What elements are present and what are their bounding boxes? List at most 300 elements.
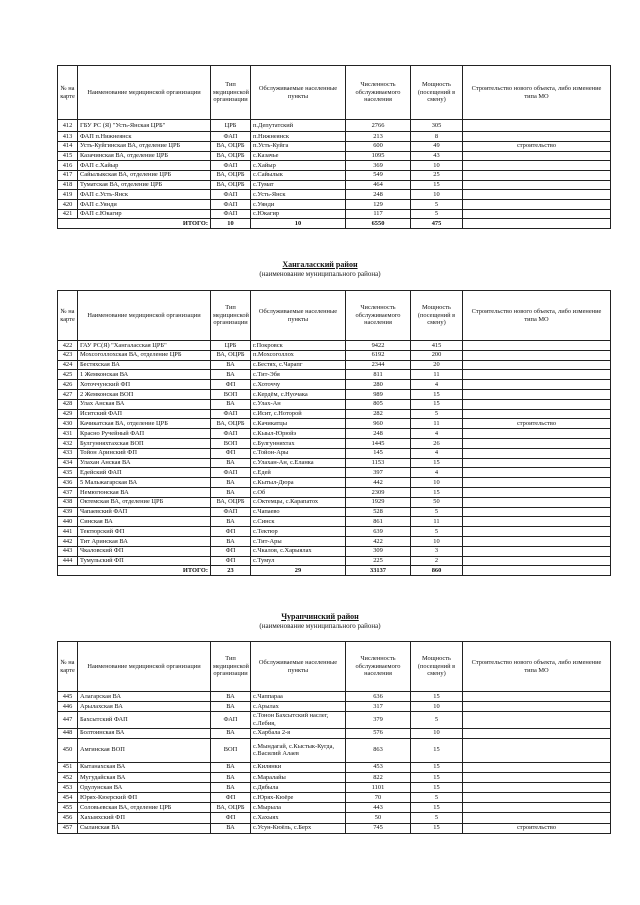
served-settlements: с.Исит, с.Ноторой (251, 409, 346, 419)
population: 639 (346, 527, 411, 537)
table-row (58, 429, 611, 439)
construction-note (463, 389, 611, 399)
org-name: Алагарская ВА (78, 692, 211, 702)
district-title-churapchinsky: Чурапчинский район (281, 612, 359, 621)
capacity: 8 (411, 132, 463, 142)
construction-note (463, 536, 611, 546)
col-header-cap: Мощность (посещений в смену) (411, 642, 463, 692)
col-header-build: Строительство нового объекта, либо изменение типа МО (463, 642, 611, 692)
construction-note (463, 702, 611, 712)
population: 1929 (346, 497, 411, 507)
row-number: 426 (58, 380, 78, 390)
population: 248 (346, 429, 411, 439)
capacity: 15 (411, 782, 463, 792)
construction-note (463, 409, 611, 419)
org-type: ФАП (211, 190, 251, 200)
org-type: ВА (211, 360, 251, 370)
row-number: 434 (58, 458, 78, 468)
org-type: ВА (211, 487, 251, 497)
population: 822 (346, 772, 411, 782)
served-settlements: с.Об (251, 487, 346, 497)
capacity: 10 (411, 536, 463, 546)
row-number: 440 (58, 517, 78, 527)
population: 397 (346, 468, 411, 478)
capacity: 15 (411, 692, 463, 702)
org-type: ВА (211, 762, 251, 772)
row-number: 453 (58, 782, 78, 792)
org-type: ВА, ОЦРБ (211, 180, 251, 190)
total-label: ИТОГО: (58, 566, 211, 576)
population: 861 (346, 517, 411, 527)
served-settlements: с.Хайыр (251, 161, 346, 171)
org-type: ФП (211, 448, 251, 458)
row-number: 415 (58, 151, 78, 161)
served-settlements: с.Октемцы, с.Карапатох (251, 497, 346, 507)
district-title-khangalassky: Хангаласский район (282, 260, 358, 269)
org-type: ВА (211, 370, 251, 380)
row-number: 452 (58, 772, 78, 782)
construction-note (463, 803, 611, 813)
served-settlements: с.Харбала 2-я (251, 728, 346, 738)
table-row (58, 419, 611, 429)
population: 213 (346, 132, 411, 142)
table-row (58, 468, 611, 478)
org-type: ФАП (211, 429, 251, 439)
capacity: 25 (411, 170, 463, 180)
org-type: ВА (211, 692, 251, 702)
org-type: ВОП (211, 389, 251, 399)
org-name: ФАП с.Хайыр (78, 161, 211, 171)
org-name: Едейский ФАП (78, 468, 211, 478)
row-number: 432 (58, 438, 78, 448)
org-name: Арылахская ВА (78, 702, 211, 712)
district-subtitle-churapchinsky: (наименование муниципального района) (259, 622, 381, 630)
row-number: 429 (58, 409, 78, 419)
total-pop: 33137 (346, 566, 411, 576)
org-type: ВА, ОЦРБ (211, 803, 251, 813)
capacity: 15 (411, 772, 463, 782)
served-settlements: с.Чапаево (251, 507, 346, 517)
org-name: ФАП с.Усть-Янск (78, 190, 211, 200)
construction-note (463, 360, 611, 370)
capacity: 15 (411, 399, 463, 409)
table-row (58, 712, 611, 728)
total-type: 23 (211, 566, 251, 576)
population: 811 (346, 370, 411, 380)
construction-note: строительство (463, 823, 611, 833)
table-row (58, 507, 611, 517)
org-type: ВА (211, 728, 251, 738)
col-header-name: Наименование медицинской организации (78, 291, 211, 341)
total-served: 10 (251, 219, 346, 229)
org-name: Тумульский ФП (78, 556, 211, 566)
construction-note (463, 438, 611, 448)
served-settlements: с.Мындагай, с.Кыстык-Кугда, с.Василий Алаев (251, 738, 346, 762)
served-settlements: с.Улах-Ан (251, 399, 346, 409)
capacity: 15 (411, 762, 463, 772)
org-name: Булгунняхтахская ВОП (78, 438, 211, 448)
served-settlements: с.Булгунняхтах (251, 438, 346, 448)
org-type: ВА (211, 458, 251, 468)
capacity: 11 (411, 370, 463, 380)
capacity: 15 (411, 180, 463, 190)
capacity: 5 (411, 813, 463, 823)
served-settlements: п.Нижнеянск (251, 132, 346, 142)
construction-note (463, 180, 611, 190)
row-number: 437 (58, 487, 78, 497)
capacity: 5 (411, 200, 463, 210)
org-type: ВОП (211, 438, 251, 448)
org-type: ВА (211, 823, 251, 833)
col-header-name: Наименование медицинской организации (78, 66, 211, 120)
capacity: 10 (411, 478, 463, 488)
served-settlements: с.Едей (251, 468, 346, 478)
table-row (58, 209, 611, 219)
construction-note (463, 151, 611, 161)
capacity: 4 (411, 380, 463, 390)
row-number: 418 (58, 180, 78, 190)
table-row (58, 151, 611, 161)
population: 50 (346, 813, 411, 823)
capacity: 305 (411, 120, 463, 132)
construction-note (463, 380, 611, 390)
org-type: ЦРБ (211, 341, 251, 351)
row-number: 433 (58, 448, 78, 458)
construction-note (463, 448, 611, 458)
col-header-type: Тип медицинской организации (211, 66, 251, 120)
org-name: Мугудайская ВА (78, 772, 211, 782)
served-settlements: с.Усть-Янск (251, 190, 346, 200)
org-name: Качикатская ВА, отделение ЦРБ (78, 419, 211, 429)
table-row (58, 350, 611, 360)
served-settlements: с.Арылах (251, 702, 346, 712)
org-name: ФАП с.Уянди (78, 200, 211, 210)
row-number: 420 (58, 200, 78, 210)
population: 453 (346, 762, 411, 772)
served-settlements: с.Тумат (251, 180, 346, 190)
population: 280 (346, 380, 411, 390)
row-number: 438 (58, 497, 78, 507)
table-row (58, 132, 611, 142)
served-settlements: с.Уянди (251, 200, 346, 210)
construction-note (463, 762, 611, 772)
table-row (58, 692, 611, 702)
population: 989 (346, 389, 411, 399)
table-row (58, 738, 611, 762)
population: 2766 (346, 120, 411, 132)
table-row (58, 161, 611, 171)
org-type: ФП (211, 527, 251, 537)
capacity: 10 (411, 161, 463, 171)
row-number: 457 (58, 823, 78, 833)
org-name: 1 Жемконская ВА (78, 370, 211, 380)
org-type: ВА, ОЦРБ (211, 350, 251, 360)
col-header-type: Тип медицинской организации (211, 642, 251, 692)
construction-note (463, 813, 611, 823)
capacity: 10 (411, 702, 463, 712)
row-number: 431 (58, 429, 78, 439)
served-settlements: с.Тонон Бахсытский наслег, с.Лебия, (251, 712, 346, 728)
table-row (58, 370, 611, 380)
row-number: 422 (58, 341, 78, 351)
org-name: Хахыяхский ФП (78, 813, 211, 823)
total-pop: 6550 (346, 219, 411, 229)
population: 1095 (346, 151, 411, 161)
row-number: 412 (58, 120, 78, 132)
population: 2309 (346, 487, 411, 497)
row-number: 425 (58, 370, 78, 380)
capacity: 5 (411, 507, 463, 517)
org-type: ВА (211, 478, 251, 488)
table-row (58, 200, 611, 210)
org-type: ФП (211, 546, 251, 556)
org-name: ФАП п.Нижнеянск (78, 132, 211, 142)
population: 442 (346, 478, 411, 488)
capacity: 3 (411, 546, 463, 556)
org-type: ВА (211, 517, 251, 527)
org-name: Тит Аринская ВА (78, 536, 211, 546)
row-number: 448 (58, 728, 78, 738)
col-header-build: Строительство нового объекта, либо изменение типа МО (463, 66, 611, 120)
construction-note (463, 497, 611, 507)
row-number: 414 (58, 141, 78, 151)
capacity: 4 (411, 429, 463, 439)
table-row (58, 120, 611, 132)
col-header-cap: Мощность (посещений в смену) (411, 66, 463, 120)
population: 129 (346, 200, 411, 210)
table-row (58, 527, 611, 537)
org-name: Бахсытский ФАП (78, 712, 211, 728)
population: 369 (346, 161, 411, 171)
table-row (58, 772, 611, 782)
construction-note (463, 507, 611, 517)
table-row (58, 702, 611, 712)
org-type: ВА (211, 702, 251, 712)
table-khangalassky (57, 290, 611, 576)
served-settlements: с.Тит-Ары (251, 536, 346, 546)
col-header-pop: Численность обслуживаемого населения (346, 291, 411, 341)
org-name: Болтоинская ВА (78, 728, 211, 738)
served-settlements: с.Кытыл-Дюра (251, 478, 346, 488)
org-type: ФАП (211, 712, 251, 728)
table-row (58, 380, 611, 390)
table-row (58, 517, 611, 527)
row-number: 417 (58, 170, 78, 180)
table-row (58, 141, 611, 151)
served-settlements: с.Тумул (251, 556, 346, 566)
served-settlements: п.Депутатский (251, 120, 346, 132)
served-settlements: с.Дябыла (251, 782, 346, 792)
population: 863 (346, 738, 411, 762)
table-row (58, 190, 611, 200)
capacity: 20 (411, 360, 463, 370)
capacity: 15 (411, 487, 463, 497)
org-name: Чапаевский ФАП (78, 507, 211, 517)
served-settlements: с.Кердём, с.Нуочака (251, 389, 346, 399)
org-name: Бестяхская ВА (78, 360, 211, 370)
served-settlements: с.Тойон-Ары (251, 448, 346, 458)
row-number: 444 (58, 556, 78, 566)
org-name: Сыланская ВА (78, 823, 211, 833)
row-number: 430 (58, 419, 78, 429)
capacity: 5 (411, 209, 463, 219)
total-row (58, 219, 611, 229)
org-name: Соловьевская ВА, отделение ЦРБ (78, 803, 211, 813)
population: 549 (346, 170, 411, 180)
org-name: 2 Жемконская ВОП (78, 389, 211, 399)
org-name: Чкаловский ФП (78, 546, 211, 556)
org-name: Синская ВА (78, 517, 211, 527)
table-row (58, 341, 611, 351)
served-settlements: с.Усун-Кюёль, с.Берх (251, 823, 346, 833)
col-header-num: № на карте (58, 66, 78, 120)
table-row (58, 360, 611, 370)
total-build (463, 219, 611, 229)
capacity: 15 (411, 389, 463, 399)
construction-note (463, 350, 611, 360)
population: 70 (346, 793, 411, 803)
row-number: 446 (58, 702, 78, 712)
construction-note (463, 527, 611, 537)
org-type: ВА, ОЦРБ (211, 151, 251, 161)
population: 745 (346, 823, 411, 833)
table-row (58, 793, 611, 803)
construction-note (463, 468, 611, 478)
row-number: 423 (58, 350, 78, 360)
served-settlements: п.Мохсоголлох (251, 350, 346, 360)
table-row (58, 409, 611, 419)
capacity: 4 (411, 448, 463, 458)
population: 225 (346, 556, 411, 566)
construction-note (463, 712, 611, 728)
total-row (58, 566, 611, 576)
col-header-num: № на карте (58, 291, 78, 341)
capacity: 10 (411, 728, 463, 738)
served-settlements: с.Сайылык (251, 170, 346, 180)
population: 6192 (346, 350, 411, 360)
population: 422 (346, 536, 411, 546)
org-name: Октемская ВА, отделение ЦРБ (78, 497, 211, 507)
col-header-build: Строительство нового объекта, либо изменение типа МО (463, 291, 611, 341)
org-name: ФАП с.Юкагир (78, 209, 211, 219)
row-number: 451 (58, 762, 78, 772)
capacity: 2 (411, 556, 463, 566)
construction-note (463, 487, 611, 497)
construction-note (463, 517, 611, 527)
org-name: Кытанахская ВА (78, 762, 211, 772)
construction-note (463, 341, 611, 351)
org-type: ФП (211, 813, 251, 823)
capacity: 26 (411, 438, 463, 448)
col-header-served: Обслуживаемые населенные пункты (251, 642, 346, 692)
org-type: ВА, ОЦРБ (211, 419, 251, 429)
capacity: 200 (411, 350, 463, 360)
org-type: ВА (211, 772, 251, 782)
table-row (58, 399, 611, 409)
row-number: 443 (58, 546, 78, 556)
construction-note (463, 728, 611, 738)
row-number: 439 (58, 507, 78, 517)
construction-note (463, 370, 611, 380)
org-type: ФП (211, 380, 251, 390)
org-name: Юрях-Кюерский ФП (78, 793, 211, 803)
population: 636 (346, 692, 411, 702)
population: 464 (346, 180, 411, 190)
construction-note: строительство (463, 141, 611, 151)
capacity: 15 (411, 823, 463, 833)
served-settlements: с.Тит-Эбя (251, 370, 346, 380)
capacity: 5 (411, 409, 463, 419)
row-number: 419 (58, 190, 78, 200)
table-row (58, 389, 611, 399)
org-name: Амгинская ВОП (78, 738, 211, 762)
served-settlements: с.Хахыях (251, 813, 346, 823)
served-settlements: г.Покровск (251, 341, 346, 351)
org-type: ВОП (211, 738, 251, 762)
org-type: ЦРБ (211, 120, 251, 132)
capacity: 11 (411, 419, 463, 429)
capacity: 5 (411, 793, 463, 803)
table-ust-yansky (57, 65, 611, 229)
construction-note (463, 132, 611, 142)
served-settlements: с.Мырыла (251, 803, 346, 813)
org-type: ФАП (211, 132, 251, 142)
table-row (58, 438, 611, 448)
construction-note (463, 399, 611, 409)
served-settlements: с.Чкалов, с.Харыялах (251, 546, 346, 556)
served-settlements: с.Синск (251, 517, 346, 527)
served-settlements: с.Килянки (251, 762, 346, 772)
row-number: 456 (58, 813, 78, 823)
served-settlements: с.Качикатцы (251, 419, 346, 429)
construction-note (463, 556, 611, 566)
construction-note (463, 190, 611, 200)
served-settlements: п.Усть-Куйга (251, 141, 346, 151)
col-header-served: Обслуживаемые населенные пункты (251, 291, 346, 341)
served-settlements: с.Маралайы (251, 772, 346, 782)
capacity: 5 (411, 712, 463, 728)
population: 117 (346, 209, 411, 219)
row-number: 442 (58, 536, 78, 546)
col-header-served: Обслуживаемые населенные пункты (251, 66, 346, 120)
col-header-pop: Численность обслуживаемого населения (346, 642, 411, 692)
org-name: 5 Мальжагарская ВА (78, 478, 211, 488)
population: 2344 (346, 360, 411, 370)
org-name: Красно Ручейный ФАП (78, 429, 211, 439)
org-type: ФАП (211, 409, 251, 419)
served-settlements: с.Бестях, с.Чарапг (251, 360, 346, 370)
capacity: 4 (411, 468, 463, 478)
org-type: ВА, ОЦРБ (211, 497, 251, 507)
capacity: 11 (411, 517, 463, 527)
total-cap: 475 (411, 219, 463, 229)
table-row (58, 782, 611, 792)
org-type: ВА (211, 399, 251, 409)
capacity: 15 (411, 738, 463, 762)
org-name: Немюгюнская ВА (78, 487, 211, 497)
construction-note (463, 772, 611, 782)
org-name: Тойон Аринский ФП (78, 448, 211, 458)
org-name: Хоточчунский ФП (78, 380, 211, 390)
population: 805 (346, 399, 411, 409)
district-subtitle-khangalassky: (наименование муниципального района) (259, 270, 381, 278)
table-row (58, 823, 611, 833)
org-name: Иситский ФАП (78, 409, 211, 419)
population: 1153 (346, 458, 411, 468)
population: 576 (346, 728, 411, 738)
table-row (58, 728, 611, 738)
table-churapchinsky (57, 641, 611, 834)
